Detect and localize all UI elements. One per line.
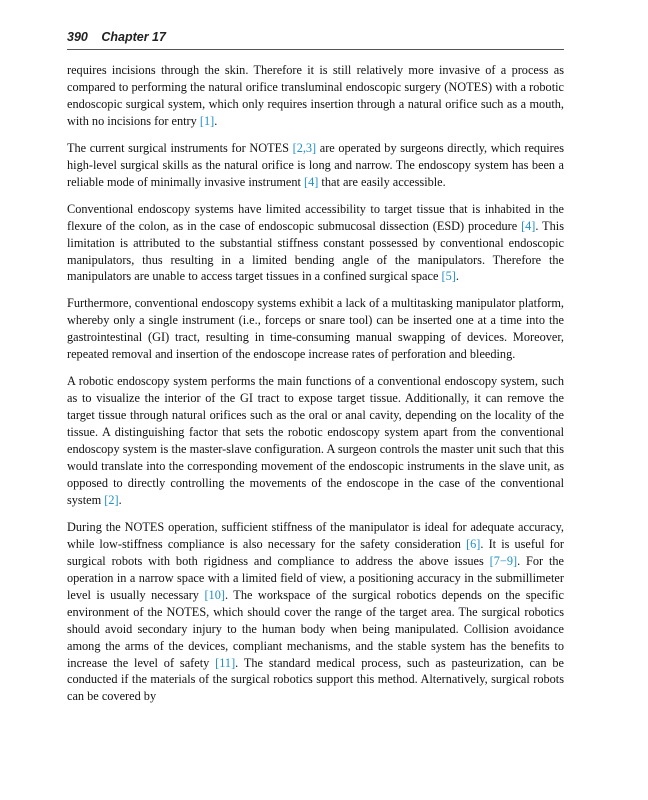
paragraph-text: . For the operation in a narrow space with a limited field of view, a positioning accuracy in the submillimeter level is usually necessary xyxy=(67,553,564,602)
paragraph-text: The current surgical instruments for NOTES xyxy=(67,140,293,155)
paragraph-text: . This limitation is attributed to the substantial stiffness constant possessed by conventional endoscopic manipulators, thus resulting in a limited bending angle of the manipulators. Therefore the manipulators are unable to access target tissues in a confined surgical space xyxy=(67,218,564,284)
citation-link[interactable]: [1] xyxy=(199,113,215,128)
page-number: 390 xyxy=(67,30,88,44)
paragraph-text: During the NOTES operation, sufficient stiffness of the manipulator is ideal for adequate accuracy, while low-stiffness compliance is also necessary for the safety consideration xyxy=(67,519,564,551)
paragraph xyxy=(67,201,564,286)
paragraph-text: Furthermore, conventional endoscopy systems exhibit a lack of a multitasking manipulator platform, whereby only a single instrument (i.e., forceps or snare tool) can be inserted one at a time into the gastrointestinal (GI) tract, resulting in time-consuming manual swapping of devices. Moreover, repeated removal and insertion of the endoscope increase rates of perforation and bleeding. xyxy=(67,296,564,362)
body-text xyxy=(67,62,564,715)
citation-link[interactable]: [2,3] xyxy=(292,140,317,155)
header-rule xyxy=(67,49,564,50)
citation-link[interactable]: [6] xyxy=(466,536,481,551)
paragraph-text: Conventional endoscopy systems have limited accessibility to target tissue that is inhabited in the flexure of the colon, as in the case of endoscopic submucosal dissection (ESD) procedure xyxy=(67,201,564,233)
paragraph-text: . The standard medical process, such as pasteurization, can be conducted if the materials of the surgical robotics support this method. Alternatively, surgical robots can be covered by xyxy=(67,655,564,704)
paragraph-text: . xyxy=(455,269,459,284)
paragraph-text: A robotic endoscopy system performs the main functions of a conventional endoscopy system, such as to visualize the interior of the GI tract to expose target tissue. Additionally, it can remove the target tissue through natural orifices such as the oral or anal cavity, depending on the locality of the tissue. A distinguishing factor that sets the robotic endoscopy system apart from the conventional endoscopy system is the master-slave configuration. A surgeon controls the master unit such that this would translate into the corresponding movement of the endoscopic instruments in the slave unit, as opposed to directly controlling the movements of the endoscope in the case of the conventional system xyxy=(67,374,564,507)
paragraph xyxy=(67,373,564,509)
paragraph xyxy=(67,519,564,705)
paragraph-text: . The workspace of the surgical robotics depends on the specific environment of the NOTES, which should cover the range of the target area. The surgical robotics should avoid secondary injury to the human body when being manipulated. Collision avoidance among the arms of the devices, compliant mechanisms, and the stable system has the benefits to increase the level of safety xyxy=(67,587,565,670)
paragraph xyxy=(67,140,564,191)
running-header xyxy=(67,30,564,44)
paragraph xyxy=(67,62,564,130)
paragraph-text: that are easily accessible. xyxy=(318,174,446,189)
paragraph-text: . It is useful for surgical robots with both rigidness and compliance to address the above issues xyxy=(67,536,564,568)
paragraph-text: . xyxy=(214,113,218,128)
citation-link[interactable]: [4] xyxy=(304,174,319,189)
paragraph-text: . xyxy=(118,492,122,507)
citation-link[interactable]: [2] xyxy=(104,492,119,507)
citation-link[interactable]: [11] xyxy=(215,655,236,670)
citation-link[interactable]: [4] xyxy=(521,218,536,233)
paragraph-text: requires incisions through the skin. Therefore it is still relatively more invasive of a process as compared to performing the natural orifice transluminal endoscopic surgery (NOTES) with a robotic endoscopic surgical system, which only requires insertion through a natural orifice such as a mouth, with no incisions for entry xyxy=(67,63,564,128)
citation-link[interactable]: [7−9] xyxy=(489,553,518,568)
chapter-label: Chapter 17 xyxy=(101,30,166,44)
citation-link[interactable]: [10] xyxy=(204,587,225,602)
paragraph-text: are operated by surgeons directly, which requires high-level surgical skills as the natural orifice is long and narrow. The endoscopy system has been a reliable mode of minimally invasive instrument xyxy=(67,140,564,189)
paragraph xyxy=(67,295,564,363)
citation-link[interactable]: [5] xyxy=(441,269,456,284)
